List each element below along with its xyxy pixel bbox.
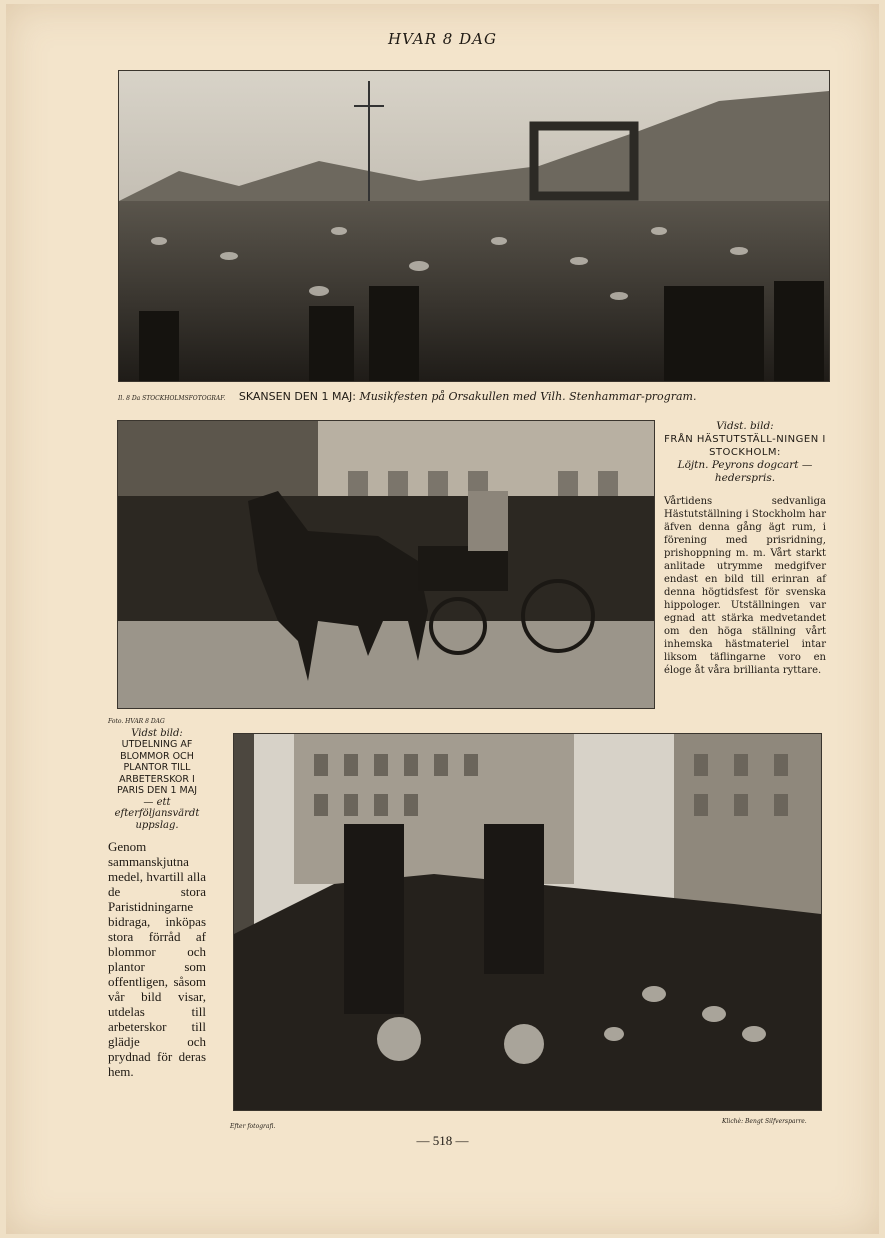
photo3-headline: UTDELNING AF BLOMMOR OCH PLANTOR TILL ARBETERSKOR I PARIS DEN 1 MAJ: [116, 739, 198, 796]
photo-paris-flowers: [233, 733, 822, 1111]
photo2-headline: FRÅN HÄSTUTSTÄLL-NINGEN I STOCKHOLM:: [664, 434, 826, 458]
photo3-side-text: [108, 716, 206, 1079]
photo3-credit-left: Efter fotografi.: [230, 1123, 276, 1130]
photo1-caption-sub: Musikfesten på Orsakullen med Vilh. Stenhammar-program.: [359, 390, 697, 403]
photo3-credit-right: Klichè: Bengt Silfversparre.: [722, 1118, 807, 1125]
photo1-caption-title: SKANSEN DEN 1 MAJ:: [238, 390, 356, 403]
photo3-intro: Vidst bild:: [131, 727, 183, 739]
photo2-body: Vårtidens sedvanliga Hästutställning i Stockholm har äfven denna gång ägt rum, i förening med prisridning, prishoppning m. m. Vårt starkt anlitade utrymme medgifver endast en bild till erinran af denna högtidsfest för svenska hippologer. Utställningen var egnad att stärka medvetandet om den höga ställning vårt inhemska hästmateriel intar liksom täflingarne voro en éloge åt våra brillianta ryttare.: [664, 496, 826, 676]
page-number: — 518 —: [416, 1133, 469, 1148]
photo2-intro: Vidst. bild:: [716, 420, 774, 432]
photo2-subtitle: Löjtn. Peyrons dogcart — hederspris.: [677, 459, 813, 484]
photo1-credit: Il. 8 Da STOCKHOLMSFOTOGRAF.: [118, 395, 226, 402]
photo3-subtitle: — ett efterföljansvärdt uppslag.: [114, 796, 200, 831]
page-header: HVAR 8 DAG: [388, 30, 497, 48]
photo2-side-text: [664, 420, 826, 677]
photo-horse-carriage: [117, 420, 655, 709]
photo3-credit-top: Foto. HVAR 8 DAG: [108, 718, 165, 725]
photo1-caption: [118, 390, 828, 403]
photo3-body: Genom sammanskjutna medel, hvartill alla de stora Paristidningarne bidraga, inköpas stora förråd af blommor och plantor som offentligen, såsom vår bild visar, utdelas till arbeterskor till glädje och prydnad för deras hem.: [108, 839, 206, 1079]
photo-skansen-crowd: [118, 70, 830, 382]
